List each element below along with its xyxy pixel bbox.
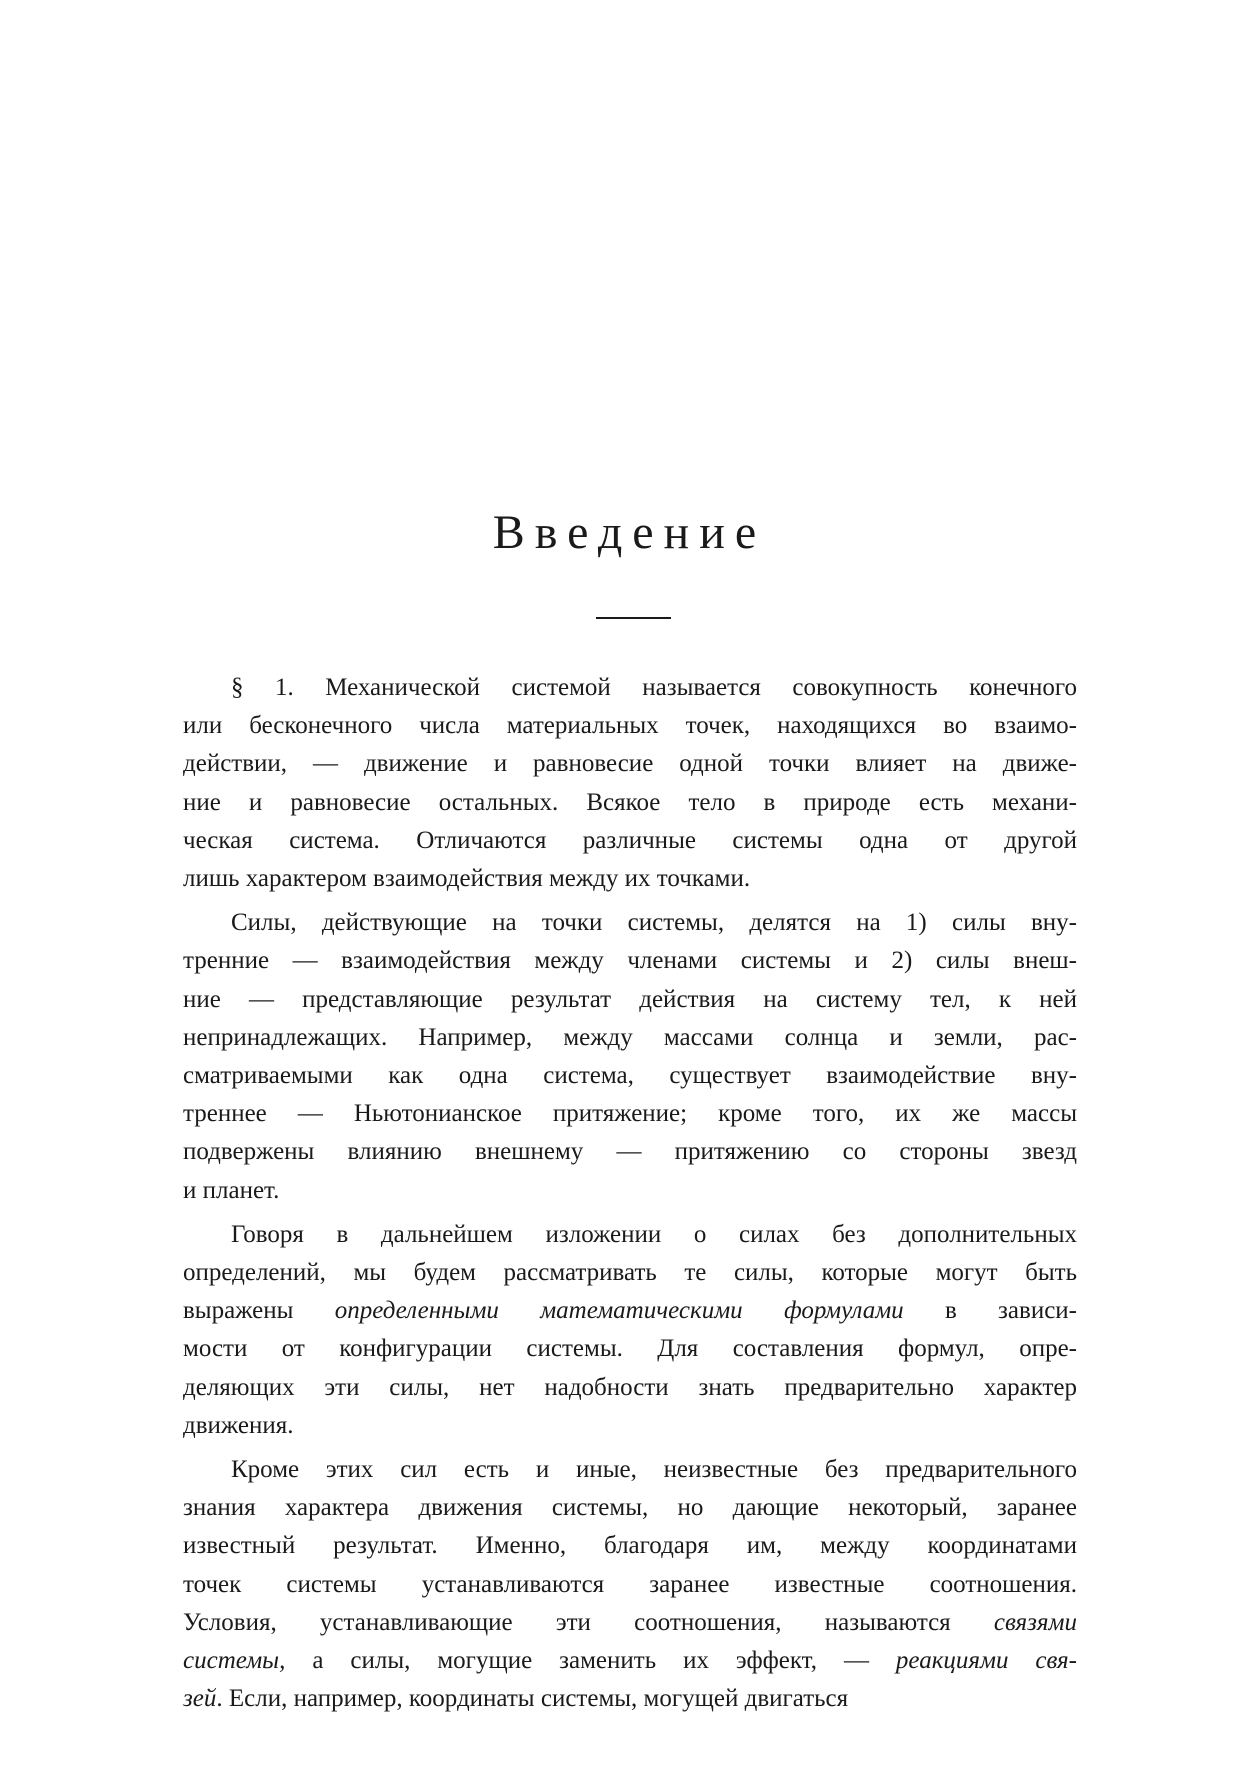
text-run: Условия, устанавливающие эти соотношения, называются bbox=[183, 1608, 994, 1636]
title-rule bbox=[596, 617, 671, 619]
text-line: действии, — движение и равновесие одной точки влияет на движе- bbox=[183, 750, 1077, 778]
text-run: в зависи- bbox=[903, 1297, 1077, 1325]
text-line: определений, мы будем рассматривать те силы, которые могут быть bbox=[183, 1259, 1077, 1287]
text-line: непринадлежащих. Например, между массами солнца и земли, рас- bbox=[183, 1023, 1077, 1051]
text-line: ческая система. Отличаются различные системы одна от другой bbox=[183, 826, 1077, 854]
text-line: тренние — взаимодействия между членами системы и 2) силы внеш- bbox=[183, 947, 1077, 975]
chapter-title: Введение bbox=[492, 506, 767, 559]
paragraph bbox=[183, 669, 1077, 898]
text-line: лишь характером взаимодействия между их точками. bbox=[183, 865, 751, 893]
text-line: известный результат. Именно, благодаря им, между координатами bbox=[183, 1532, 1077, 1560]
paragraph bbox=[183, 1216, 1077, 1445]
text-line: точек системы устанавливаются заранее известные соотношения. bbox=[183, 1570, 1077, 1598]
text-line bbox=[183, 1292, 1077, 1330]
text-line: ние — представляющие результат действия на систему тел, к ней bbox=[183, 985, 1077, 1013]
text-run: а силы, могущие заменить их эффект, — bbox=[285, 1647, 896, 1675]
text-line: и планет. bbox=[183, 1176, 280, 1204]
text-line: Силы, действующие на точки системы, делятся на 1) силы вну- bbox=[231, 909, 1077, 937]
text-line: Говоря в дальнейшем изложении о силах без дополнительных bbox=[231, 1220, 1077, 1248]
emphasis-text: реакциями свя- bbox=[895, 1647, 1077, 1675]
text-run: выражены bbox=[183, 1297, 335, 1325]
text-line: движения. bbox=[183, 1411, 294, 1439]
text-line: § 1. Механической системой называется совокупность конечного bbox=[231, 674, 1077, 701]
emphasis-text: зей bbox=[183, 1685, 217, 1713]
text-line: мости от конфигурации системы. Для составления формул, опре- bbox=[183, 1335, 1077, 1363]
paragraph bbox=[183, 904, 1077, 1210]
emphasis-text: системы, bbox=[183, 1647, 286, 1675]
text-line: сматриваемыми как одна система, существует взаимодействие вну- bbox=[183, 1062, 1077, 1090]
text-line: ние и равновесие остальных. Всякое тело в природе есть механи- bbox=[183, 788, 1077, 816]
text-line: или бесконечного числа материальных точек, находящихся во взаимо- bbox=[183, 712, 1077, 740]
text-line bbox=[183, 1642, 1077, 1680]
text-line: деляющих эти силы, нет надобности знать предварительно характер bbox=[183, 1373, 1077, 1401]
body-text bbox=[183, 669, 1077, 1724]
text-line: знания характера движения системы, но дающие некоторый, заранее bbox=[183, 1494, 1077, 1522]
emphasis-text: определенными математическими формулами bbox=[334, 1297, 904, 1325]
text-line: треннее — Ньютонианское притяжение; кроме того, их же массы bbox=[183, 1100, 1077, 1128]
text-line: подвержены влиянию внешнему — притяжению со стороны звезд bbox=[183, 1138, 1077, 1166]
paragraph bbox=[183, 1451, 1077, 1718]
emphasis-text: связями bbox=[993, 1608, 1077, 1636]
text-line: Кроме этих сил есть и иные, неизвестные без предварительного bbox=[231, 1456, 1077, 1484]
text-line bbox=[183, 1680, 1077, 1718]
text-run: . Если, например, координаты системы, могущей двигаться bbox=[216, 1685, 849, 1713]
text-line bbox=[183, 1604, 1077, 1642]
